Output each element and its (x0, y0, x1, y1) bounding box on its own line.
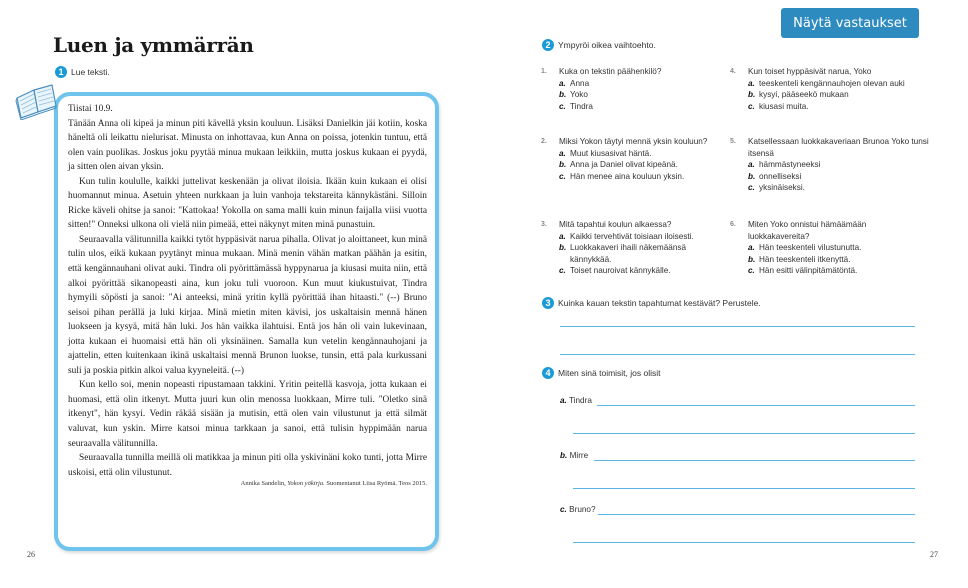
question-5: 5. Katsellessaan luokkakaveriaan Brunoa Yoko tunsi itsensä a. hämmästyneeksi b. onnelliseksi c. yksinäiseksi. (730, 137, 929, 192)
task-number-badge: 3 (542, 297, 554, 309)
answer-line[interactable] (597, 405, 915, 406)
answer-line[interactable] (573, 433, 915, 434)
page-number-right: 27 (930, 550, 938, 559)
task-4-item-c: c. Bruno? (560, 505, 596, 514)
answer-line[interactable] (594, 460, 915, 461)
task-number-badge: 2 (542, 39, 554, 51)
answer-option[interactable]: a. Anna (559, 78, 590, 88)
task-3-instruction: Kuinka kauan tekstin tapahtumat kestävät? Perustele. (558, 298, 761, 308)
answer-option[interactable]: b. Yoko (559, 90, 588, 99)
task-3-header (542, 297, 761, 309)
task-4-header (542, 367, 661, 379)
task-number-badge: 4 (542, 367, 554, 379)
story-source-citation: Annika Sandelin, Yokon yökirja. Suomentanut Liisa Ryömä. Teos 2015. (240, 480, 427, 488)
task-2-instruction: Ympyröi oikea vaihtoehto. (558, 40, 656, 50)
answer-option[interactable]: c. Toiset nauroivat kännykälle. (559, 266, 671, 275)
story-paragraph: Kun tulin koululle, kaikki juttelivat keskenään ja olivat iloisia. Ikään kuin kukaan ei olisi huomannut minua. Asetuin yhteen nurkkaan ja luin vanhoja tekstareita kännykästäni. Silloin Ricke käveli ohitse ja sanoi: "Kattokaa! Yokolla on sama malli kuin minun faijalla viisi vuotta sitten!" Onneksi ulkona oli vielä niin pimeää, ettei näkynyt miten minä punastuin. (68, 176, 427, 231)
right-page (484, 0, 968, 588)
story-paragraph: Seuraavalla tunnilla meillä oli matikkaa ja minun piti olla yskivinäni koko tunti, jotta Mirre uskoisi, että olin vilustunut. (68, 453, 427, 478)
answer-option[interactable]: a. Hän teeskenteli vilustunutta. (748, 243, 862, 252)
page-title: Luen ja ymmärrän (53, 33, 254, 57)
answer-option[interactable]: b. onnelliseksi (748, 171, 802, 181)
open-book-icon (14, 82, 60, 120)
question-1: 1. Kuka on tekstin päähenkilö? a. Anna b. Yoko c. Tindra (541, 66, 721, 112)
question-4: 4. Kun toiset hyppäsivät narua, Yoko a. teeskenteli kengännauhojen olevan auki b. kysyi, pääseekö mukaan c. kiusasi muita. (730, 66, 930, 112)
task-1-header (55, 66, 110, 78)
story-paragraph: Kun kello soi, menin nopeasti ripustamaan takkini. Yritin peitellä kasvoja, jotta kukaan ei huomasi, että olin itkenyt. Mutta juuri kun olin menossa luokkaan, Mirre tuli. "Oletko sinä itkenyt", hän kysyi. Vedin räkää sisään ja mutisin, että olen vain vilustunut ja että silmät valuvat, kun yskin. Mirre katsoi minua tarkkaan ja sanoi, että tulisin hyppimään narua seuraavalla välitunnilla. (68, 380, 427, 449)
answer-option[interactable]: b. Hän teeskenteli itkenyttä. (748, 254, 851, 264)
answer-option[interactable]: c. Hän menee aina kouluun yksin. (559, 171, 685, 181)
answer-line[interactable] (560, 354, 915, 355)
answer-line[interactable] (598, 514, 915, 515)
task-1-instruction: Lue teksti. (71, 67, 110, 77)
answer-option[interactable]: c. kiusasi muita. (748, 101, 809, 111)
story-date: Tiistai 10.9. (68, 104, 113, 114)
answer-option[interactable]: b. Anna ja Daniel olivat kipeänä. (559, 160, 678, 169)
story-text-box (54, 92, 439, 551)
answer-option[interactable]: b. kysyi, pääseekö mukaan (748, 90, 849, 99)
answer-line[interactable] (573, 488, 915, 489)
question-2: 2. Miksi Yokon täytyi mennä yksin kouluun? a. Muut kiusasivat häntä. b. Anna ja Daniel olivat kipeänä. c. Hän menee aina kouluun yksin. (541, 136, 711, 182)
answer-option[interactable]: b. Luokkakaveri ihaili näkemäänsä kännykkää. (559, 243, 687, 264)
task-4-item-a: a. Tindra (560, 396, 592, 405)
answer-option[interactable]: a. hämmästyneeksi (748, 160, 821, 169)
task-number-badge: 1 (55, 66, 67, 78)
answer-option[interactable]: a. teeskenteli kengännauhojen olevan auki (748, 78, 905, 88)
story-paragraph: Tänään Anna oli kipeä ja minun piti kävellä yksin kouluun. Lisäksi Danielkin jäi kotiin, koska häneltä oli leikattu nielurisat. Minusta on inhottavaa, kun Anna on poissa, jotenkin tuntuu, että olen vain puolikas. Joskus joku pyytää minua mukaan leikkiin, mutta joskus kukaan ei pyydä, ja sitten olen aivan yksin. (68, 118, 427, 173)
story-paragraph: Seuraavalla välitunnilla kaikki tytöt hyppäsivät narua pihalla. Olivat jo aloittaneet, kun minä tulin ulos, eikä kukaan pyytänyt minua mukaan. Minä menin vähän matkan päähän ja esitin, että kengännauhani olivat auki. Tindra oli pyörittämässä hyppynarua ja kiusasi muita niin, että alkoi pyörittää sikanopeasti aina, kun joku tuli vuoroon. Kun muut kiukustuivat, Tindra hymyili söpösti ja sanoi: "Ai anteeksi, minä yritin kyllä pyörittää ihan hitaasti." (--) Bruno seisoi pihan perällä ja luki kirjaa. Minä mietin miten kävisi, jos uskaltaisin mennä hänen luokseen ja kysyä, mitä hän luki. Jos hän vaikka ilahtuisi. Entä jos hän oli vain lukevinaan, jotta kukaan ei huomaisi että hän oli yksinäinen. Samalla kun vetelin kengännauhojani ja ajattelin, etten kuitenkaan ikinä uskaltaisi mennä Brunon luokse, tunsin, että pala kurkussani suli ja poskia pitkin alkoi valua kyyneleitä. (--) (68, 234, 427, 376)
answer-option[interactable]: c. Hän esitti välinpitämätöntä. (748, 266, 858, 275)
answer-option[interactable]: a. Muut kiusasivat häntä. (559, 148, 652, 158)
answer-line[interactable] (560, 326, 915, 327)
question-6: 6. Miten Yoko onnistui hämäämään luokkakavereita? a. Hän teeskenteli vilustunutta. b. Hän teeskenteli itkenyttä. c. Hän esitti välinpitämätöntä. (730, 219, 920, 277)
answer-line[interactable] (573, 542, 915, 543)
task-4-instruction: Miten sinä toimisit, jos olisit (558, 368, 661, 378)
question-3: 3. Mitä tapahtui koulun alkaessa? a. Kaikki tervehtivät toisiaan iloisesti. b. Luokkakaveri ihaili näkemäänsä kännykkää. c. Toiset nauroivat kännykälle. (541, 219, 721, 277)
answer-option[interactable]: c. Tindra (559, 101, 593, 111)
task-4-item-b: b. Mirre (560, 451, 589, 460)
answer-option[interactable]: a. Kaikki tervehtivät toisiaan iloisesti. (559, 231, 694, 241)
show-answers-button[interactable]: Näytä vastaukset (781, 8, 919, 38)
answer-option[interactable]: c. yksinäiseksi. (748, 183, 805, 192)
task-2-header (542, 39, 656, 51)
page-number-left: 26 (27, 550, 35, 559)
